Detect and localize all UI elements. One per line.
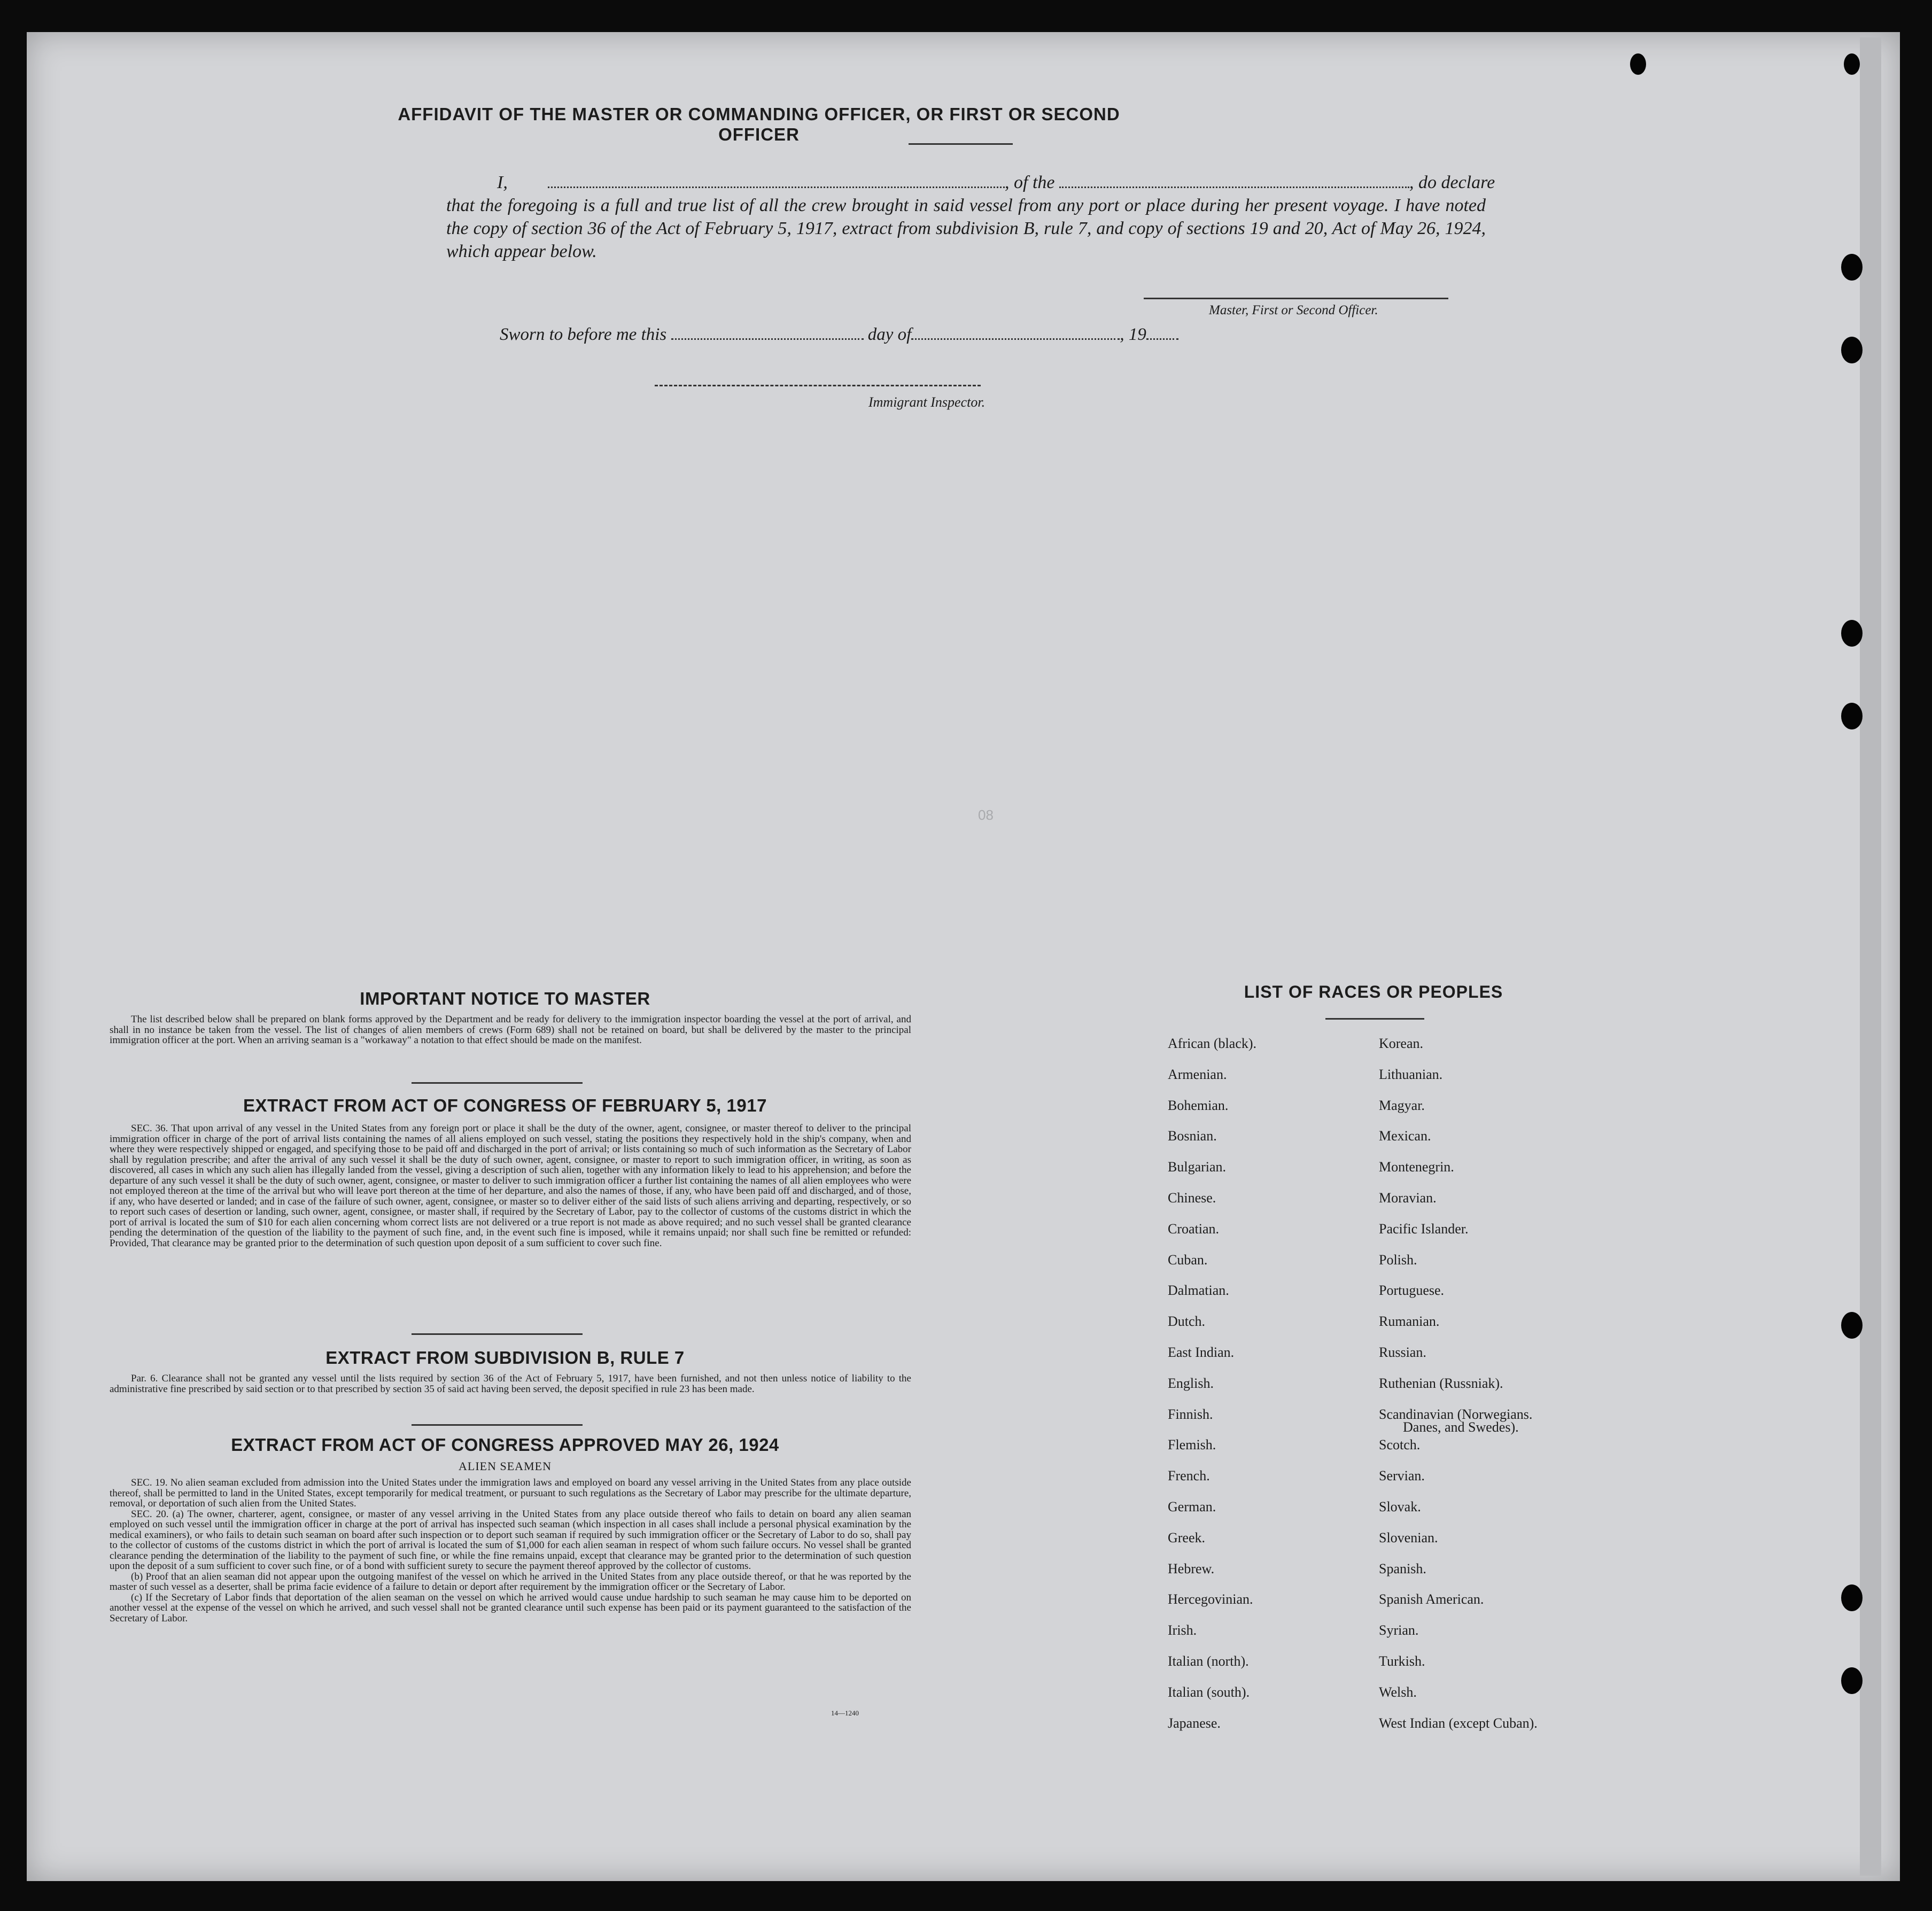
signature-line[interactable]: [1144, 298, 1448, 299]
race-item: Montenegrin.: [1379, 1159, 1454, 1175]
section-divider: [412, 1082, 583, 1084]
affidavit-of-the: , of the: [1005, 173, 1055, 192]
sworn-year-field[interactable]: [1146, 338, 1178, 340]
affidavit-declare: , do declare: [1409, 173, 1495, 192]
race-item: Italian (south).: [1168, 1684, 1250, 1700]
inspector-line[interactable]: [655, 385, 981, 386]
race-item: Polish.: [1379, 1252, 1417, 1268]
extract-rule7-section: [110, 1348, 911, 1394]
affidavit-body: that the foregoing is a full and true list of all the crew brought in said vessel from any port or place during her present voyage. I have noted the copy of section 36 of the Act of February 5, 1917, extract from subdivision B, rule 7, and copy of sections 19 and 20, Act of May 26, 1924, which appear below.: [446, 196, 1486, 261]
extract-1924-section: [110, 1435, 911, 1623]
race-item: Welsh.: [1379, 1684, 1417, 1700]
race-item: Armenian.: [1168, 1066, 1227, 1082]
race-item: Rumanian.: [1379, 1314, 1440, 1330]
punch-hole: [1841, 703, 1863, 729]
vessel-field[interactable]: [1059, 172, 1409, 188]
race-item: Magyar.: [1379, 1097, 1425, 1113]
races-divider: [1325, 1018, 1424, 1020]
race-item: Cuban.: [1168, 1252, 1208, 1268]
race-item: Korean.: [1379, 1036, 1424, 1051]
race-item: Slovenian.: [1379, 1529, 1438, 1545]
sworn-line: [500, 325, 1178, 345]
title-rule: [909, 143, 1013, 145]
signature-label: Master, First or Second Officer.: [1209, 303, 1378, 317]
races-title: LIST OF RACES OR PEOPLES: [1244, 982, 1503, 1001]
affidavit-statement: [446, 171, 1495, 263]
notice-section: [110, 989, 911, 1046]
race-item: Danes, and Swedes).: [1403, 1419, 1519, 1435]
name-field[interactable]: [548, 172, 1005, 188]
race-item: Italian (north).: [1168, 1653, 1249, 1669]
extract-1917-section: [110, 1096, 911, 1248]
race-item: Spanish American.: [1379, 1591, 1484, 1607]
inspector-label: Immigrant Inspector.: [868, 394, 986, 410]
race-item: East Indian.: [1168, 1345, 1235, 1360]
sec-20a-text: SEC. 20. (a) The owner, charterer, agent, consignee, or master of any vessel arriving in the United States from any place outside thereof who fails to detain on board any alien seaman employed on such vessel until the immigration officer in charge at the port of arrival has inspected such seaman (which inspection in all cases shall include a personal physical examination by the medical examiners), or who fails to detain such seaman on board after such inspection or to deport such seaman if required by such immigration officer or the Secretary of Labor to do so, shall pay to the collector of customs of the customs district in which the port of arrival is located the sum of $1,000 for each alien seaman in respect of whom such failure occurs. No vessel shall be granted clearance pending the determination of the liability to the payment of such fine, or while the fine remains unpaid, except that clearance may be granted prior to the determination of such question upon the deposit of a sum sufficient to cover such fine, or of a bond with sufficient surety to secure the payment thereof approved by the collector of customs.: [110, 1508, 911, 1572]
extract-rule7-text: Par. 6. Clearance shall not be granted any vessel until the lists required by section 36 of the Act of February 5, 1917, have been furnished, and not then unless notice of liability to the administrative fine prescribed by said section or to that prescribed by section 35 of said act having been served, the deposit specified in rule 23 has been made.: [110, 1373, 911, 1395]
punch-hole: [1841, 1667, 1863, 1694]
race-item: Slovak.: [1379, 1499, 1421, 1514]
sworn-prefix: Sworn to before me this: [500, 325, 667, 344]
sworn-month-field[interactable]: [911, 338, 1120, 340]
race-item: German.: [1168, 1499, 1216, 1514]
race-item: Japanese.: [1168, 1715, 1221, 1731]
punch-hole: [1844, 53, 1860, 75]
race-item: Dutch.: [1168, 1314, 1206, 1330]
extract-1917-text: SEC. 36. That upon arrival of any vessel in the United States from any foreign port or place it shall be the duty of the owner, agent, consignee, or master thereof to deliver to the principal immigration officer in charge of the port of arrival lists containing the names of all aliens employed on such vessel, stating the positions they respectively hold in the ship's company, when and where they were respectively shipped or engaged, and specifying those to be paid off and discharged in the port of arrival; or lists containing so much of such information as the Secretary of Labor shall by regulation prescribe; and after the arrival of any such vessel it shall be the duty of such owner, agent, consignee, or master to report to such immigration officer, in writing, as soon as discovered, all cases in which any such alien has illegally landed from the vessel, giving a description of such alien, together with any information likely to lead to his apprehension; and before the departure of any such vessel it shall be the duty of such owner, agent, consignee, or master to deliver to such immigration officer a further list containing the names of all alien employees who were not employed thereon at the time of the arrival but who will leave port thereon at the time of her departure, and also the names of those, if any, who have been paid off and discharged, and of those, if any, who have deserted or landed; and in case of the failure of such owner, agent, consignee, or master so to deliver either of the said lists of such aliens arriving and departing, respectively, or so to report such cases of desertion or landing, such owner, agent, consignee, or master shall, if required by the Secretary of Labor, pay to the collector of customs of the customs district in which the port of arrival is located the sum of $10 for each alien concerning whom correct lists are not delivered or a true report is not made as above required; and no such vessel shall be granted clearance pending the determination of the question of the liability to the payment of such fine, and, in the event such fine is imposed, while it remains unpaid; nor shall such fine be remitted or refunded: Provided, That clearance may be granted prior to the determination of such question upon deposit of a sum sufficient to cover such fine.: [110, 1123, 911, 1249]
notice-title: IMPORTANT NOTICE TO MASTER: [360, 989, 650, 1008]
race-item: Turkish.: [1379, 1653, 1425, 1669]
race-item: Finnish.: [1168, 1406, 1213, 1422]
race-item: Lithuanian.: [1379, 1066, 1443, 1082]
race-item: Scotch.: [1379, 1437, 1421, 1453]
race-item: Mexican.: [1379, 1128, 1431, 1144]
race-item: Moravian.: [1379, 1190, 1437, 1206]
punch-hole: [1841, 620, 1863, 647]
race-item: Hercegovinian.: [1168, 1591, 1253, 1607]
extract-1917-title: EXTRACT FROM ACT OF CONGRESS OF FEBRUARY 5, 1917: [243, 1096, 767, 1115]
sworn-year: , 19: [1120, 325, 1146, 344]
section-divider: [412, 1333, 583, 1335]
sec-19-text: SEC. 19. No alien seaman excluded from admission into the United States under the immigration laws and employed on board any vessel arriving in the United States from any place outside thereof, shall be permitted to land in the United States, except temporarily for medical treatment, or pursuant to such regulations as the Secretary of Labor may prescribe for the ultimate departure, removal, or deportation of such alien from the United States.: [110, 1477, 911, 1509]
race-item: Irish.: [1168, 1622, 1197, 1638]
race-item: Pacific Islander.: [1379, 1221, 1469, 1237]
alien-seamen-subtitle: ALIEN SEAMEN: [459, 1459, 552, 1473]
race-item: Bohemian.: [1168, 1097, 1229, 1113]
race-item: Bosnian.: [1168, 1128, 1217, 1144]
affidavit-i: I,: [497, 173, 508, 192]
race-item: Spanish.: [1379, 1560, 1426, 1576]
punch-hole: [1841, 337, 1863, 363]
form-number: 14—1240: [831, 1709, 859, 1717]
race-item: Dalmatian.: [1168, 1283, 1229, 1299]
punch-hole: [1630, 53, 1646, 75]
race-item: Flemish.: [1168, 1437, 1216, 1453]
notice-text: The list described below shall be prepared on blank forms approved by the Department and be ready for delivery to the immigration inspector boarding the vessel at the port of arrival, and shall in no instance be taken from the vessel. The list of changes of alien members of crews (Form 689) shall not be retained on board, but shall be delivered by the master to the principal immigration officer at the port. When an arriving seaman is a "workaway" a notation to that effect should be made on the manifest.: [110, 1014, 911, 1046]
race-item: Ruthenian (Russniak).: [1379, 1375, 1503, 1391]
page-edge: [1860, 37, 1881, 1876]
race-item: French.: [1168, 1468, 1210, 1484]
race-item: Servian.: [1379, 1468, 1425, 1484]
race-item: English.: [1168, 1375, 1214, 1391]
bleed-through: 08: [978, 807, 994, 823]
race-item: Bulgarian.: [1168, 1159, 1227, 1175]
sec-20b-text: (b) Proof that an alien seaman did not appear upon the outgoing manifest of the vessel on which he arrived in the United States from any place outside thereof, or that he was reported by the master of such vessel as a deserter, shall be prima facie evidence of a failure to detain or deport after requirement by the immigration officer or the Secretary of Labor.: [110, 1571, 911, 1592]
sworn-day-field[interactable]: [671, 338, 864, 340]
sworn-day-of: day of: [867, 325, 912, 344]
punch-hole: [1841, 254, 1863, 281]
extract-rule7-title: EXTRACT FROM SUBDIVISION B, RULE 7: [325, 1348, 685, 1368]
affidavit-title: AFFIDAVIT OF THE MASTER OR COMMANDING OFFICER, OR FIRST OR SECOND OFFICER: [398, 104, 1120, 144]
race-item: Hebrew.: [1168, 1560, 1215, 1576]
section-divider: [412, 1424, 583, 1426]
sec-20c-text: (c) If the Secretary of Labor finds that deportation of the alien seaman on the vessel on which he arrived would cause undue hardship to such seaman he may cause him to be deported on another vessel at the expense of the vessel on which he arrived, and such vessel shall not be granted clearance until such expense has been paid or its payment guaranteed to the satisfaction of the Secretary of Labor.: [110, 1591, 911, 1624]
punch-hole: [1841, 1584, 1863, 1611]
race-item: Scandinavian (Norwegians.: [1379, 1406, 1533, 1422]
race-item: West Indian (except Cuban).: [1379, 1715, 1538, 1731]
race-item: African (black).: [1168, 1036, 1257, 1051]
race-item: Russian.: [1379, 1345, 1426, 1360]
extract-1924-title: EXTRACT FROM ACT OF CONGRESS APPROVED MAY 26, 1924: [231, 1435, 779, 1455]
race-item: Syrian.: [1379, 1622, 1419, 1638]
punch-hole: [1841, 1312, 1863, 1339]
race-item: Croatian.: [1168, 1221, 1220, 1237]
race-item: Chinese.: [1168, 1190, 1216, 1206]
race-item: Greek.: [1168, 1529, 1206, 1545]
race-item: Portuguese.: [1379, 1283, 1445, 1299]
